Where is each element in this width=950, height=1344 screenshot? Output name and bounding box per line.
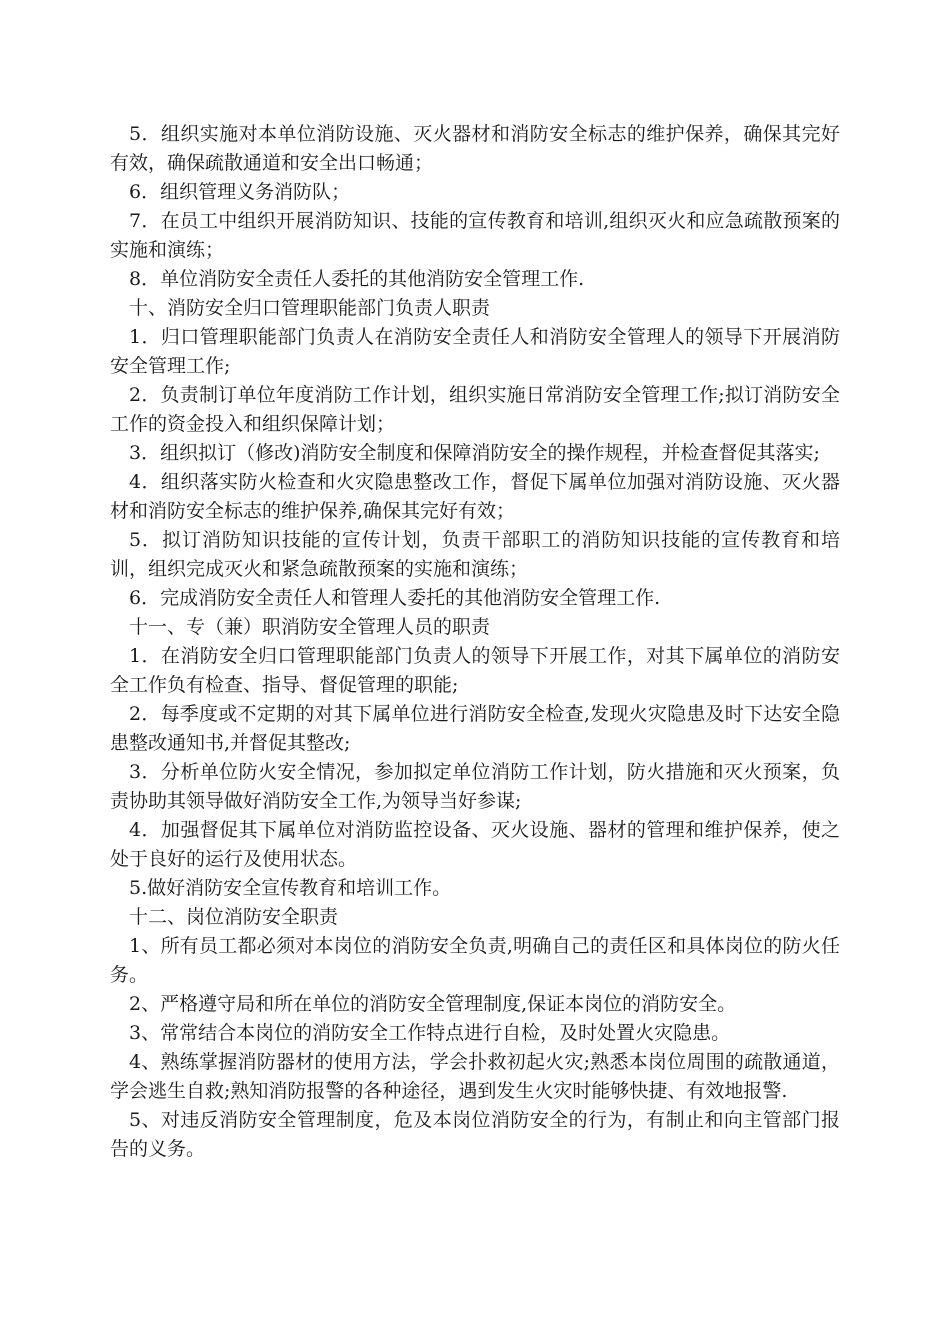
section-heading: 十、消防安全归口管理职能部门负责人职责: [129, 297, 491, 319]
paragraph: 2、严格遵守局和所在单位的消防安全管理制度,保证本岗位的消防安全。: [129, 993, 737, 1015]
paragraph: 1．在消防安全归口管理职能部门负责人的领导下开展工作，对其下属单位的消防安全工作负有检查、指导、督促管理的职能;: [110, 645, 840, 696]
paragraph: 4．加强督促其下属单位对消防监控设备、灭火设施、器材的管理和维护保养，使之处于良好的运行及使用状态。: [110, 819, 840, 870]
paragraph: 4．组织落实防火检查和火灾隐患整改工作，督促下属单位加强对消防设施、灭火器材和消防安全标志的维护保养,确保其完好有效；: [110, 471, 840, 522]
section-heading: 十一、专（兼）职消防安全管理人员的职责: [129, 616, 491, 638]
paragraph: 2．负责制订单位年度消防工作计划，组织实施日常消防安全管理工作;拟订消防安全工作的资金投入和组织保障计划；: [110, 384, 840, 435]
section-heading: 十二、岗位消防安全职责: [129, 906, 339, 928]
paragraph: 8．单位消防安全责任人委托的其他消防安全管理工作.: [129, 268, 585, 290]
paragraph: 7．在员工中组织开展消防知识、技能的宣传教育和培训,组织灭火和应急疏散预案的实施和演练；: [110, 210, 840, 261]
paragraph: 5．组织实施对本单位消防设施、灭火器材和消防安全标志的维护保养，确保其完好有效，确保疏散通道和安全出口畅通；: [110, 123, 840, 174]
paragraph: 3．分析单位防火安全情况，参加拟定单位消防工作计划，防火措施和灭火预案，负责协助其领导做好消防安全工作,为领导当好参谋;: [110, 761, 840, 812]
paragraph: 3、常常结合本岗位的消防安全工作特点进行自检，及时处置火灾隐患。: [129, 1022, 731, 1044]
document-body: [110, 120, 840, 1164]
paragraph: 6．组织管理义务消防队；: [129, 181, 351, 203]
paragraph: 6．完成消防安全责任人和管理人委托的其他消防安全管理工作.: [129, 587, 661, 609]
paragraph: 5、对违反消防安全管理制度，危及本岗位消防安全的行为，有制止和向主管部门报告的义务。: [110, 1109, 840, 1160]
paragraph: 5.做好消防安全宣传教育和培训工作。: [129, 877, 452, 899]
paragraph: 2．每季度或不定期的对其下属单位进行消防安全检查,发现火灾隐患及时下达安全隐患整改通知书,并督促其整改;: [110, 703, 840, 754]
paragraph: 1、所有员工都必须对本岗位的消防安全负责,明确自己的责任区和具体岗位的防火任务。: [110, 935, 840, 986]
paragraph: 5．拟订消防知识技能的宣传计划，负责干部职工的消防知识技能的宣传教育和培训，组织完成灭火和紧急疏散预案的实施和演练；: [110, 529, 840, 580]
paragraph: 1．归口管理职能部门负责人在消防安全责任人和消防安全管理人的领导下开展消防安全管理工作;: [110, 326, 840, 377]
paragraph: 4、熟练掌握消防器材的使用方法，学会扑救初起火灾;熟悉本岗位周围的疏散通道，学会逃生自救;熟知消防报警的各种途径，遇到发生火灾时能够快捷、有效地报警.: [110, 1051, 840, 1102]
paragraph: 3．组织拟订（修改)消防安全制度和保障消防安全的操作规程，并检查督促其落实;: [129, 442, 820, 464]
